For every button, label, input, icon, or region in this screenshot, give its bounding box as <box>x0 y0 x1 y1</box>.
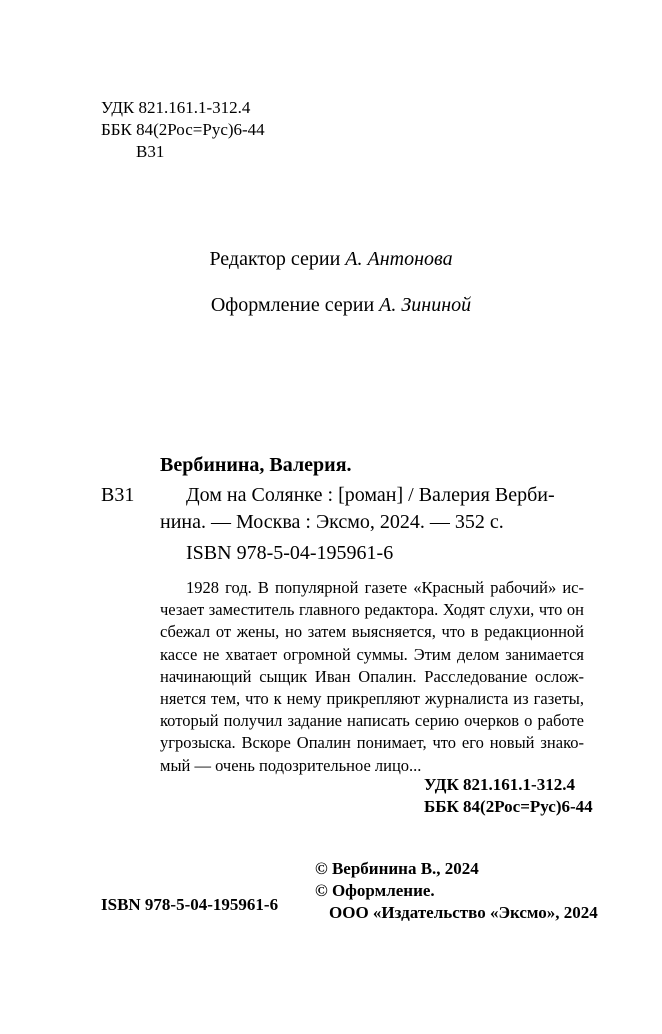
copyright-publisher: ООО «Издательство «Эксмо», 2024 <box>329 903 598 922</box>
entry-line-1: Дом на Солянке : [роман] / Валерия Верби- <box>186 484 555 506</box>
annotation-line: няется тем, что к нему прикрепляют журналиста из газеты, <box>160 689 584 709</box>
annotation-line: сбежал от жены, но затем выясняется, что в редакционной <box>160 622 584 642</box>
annotation-line: чезает заместитель главного редактора. Ходят слухи, что он <box>160 600 584 620</box>
entry-author: Вербинина, Валерия. <box>160 454 352 476</box>
index-bbk: ББК 84(2Рос=Рус)6-44 <box>424 797 593 816</box>
annotation <box>160 577 584 777</box>
header-udk: УДК 821.161.1-312.4 <box>101 98 251 117</box>
copyright-block <box>315 858 598 924</box>
header-block <box>101 97 265 163</box>
entry-code: В31 <box>101 484 135 506</box>
index-udk: УДК 821.161.1-312.4 <box>424 775 575 794</box>
editor-credit <box>0 246 662 272</box>
copyright-author: © Вербинина В., 2024 <box>315 859 479 878</box>
header-code: В31 <box>136 142 165 161</box>
editor-name: А. Антонова <box>345 248 453 270</box>
index-block <box>424 774 593 818</box>
annotation-line: который получил задание написать серию очерков о работе <box>160 711 584 731</box>
editor-label: Редактор серии <box>209 248 341 270</box>
design-credit <box>0 292 662 318</box>
annotation-line: 1928 год. В популярной газете «Красный рабочий» ис- <box>186 578 584 597</box>
design-name: А. Зининой <box>379 294 472 316</box>
annotation-line: мый — очень подозрительное лицо... <box>160 755 422 775</box>
header-bbk: ББК 84(2Рос=Рус)6-44 <box>101 120 265 139</box>
annotation-line: угрозыска. Вскоре Опалин понимает, что его новый знако- <box>160 733 584 753</box>
design-label: Оформление серии <box>210 294 375 316</box>
annotation-line: начинающий сыщик Иван Опалин. Расследование ослож- <box>160 666 584 686</box>
entry-line-2: нина. — Москва : Эксмо, 2024. — 352 с. <box>160 511 504 533</box>
footer-isbn: ISBN 978-5-04-195961-6 <box>101 895 279 914</box>
annotation-line: кассе не хватает огромной суммы. Этим делом занимается <box>160 644 584 664</box>
entry-isbn: ISBN 978-5-04-195961-6 <box>186 542 394 564</box>
copyright-design: © Оформление. <box>315 881 435 900</box>
